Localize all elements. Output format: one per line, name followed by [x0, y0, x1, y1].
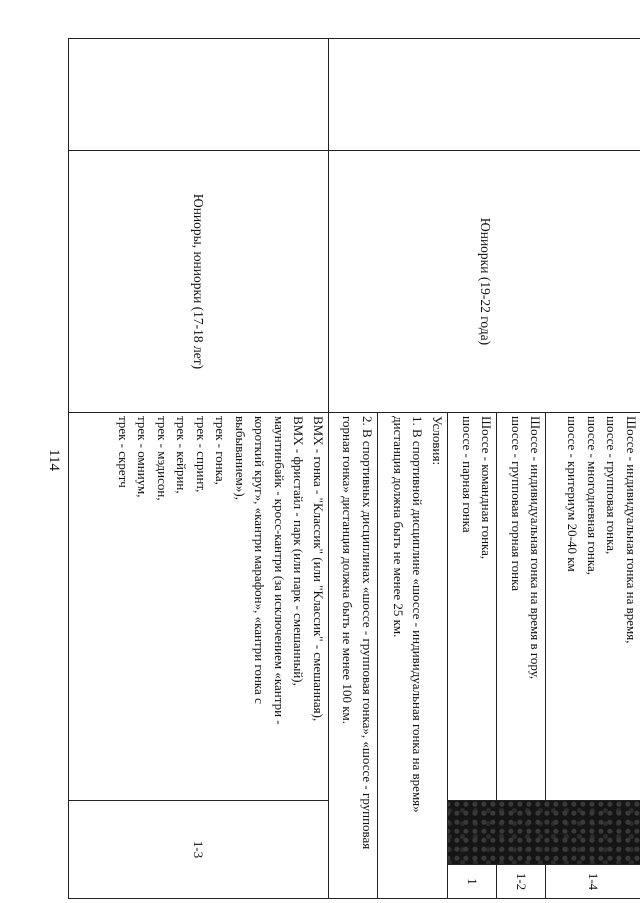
empty-cell — [328, 39, 640, 151]
discipline-line: Шоссе - командная гонка, — [479, 416, 495, 560]
conditions-line: дистанция должна быть не менее 25 км. — [390, 416, 406, 638]
discipline-line: выбыванием»), — [232, 416, 248, 500]
discipline-line: трек - гонка, — [213, 416, 229, 485]
redacted-block — [447, 801, 640, 865]
discipline-list — [69, 413, 329, 801]
discipline-line: шоссе - групповая горная гонка — [508, 416, 524, 591]
discipline-line: Шоссе - индивидуальная гонка на время, — [624, 416, 639, 644]
group-label: Юниоры, юниорки (17-18 лет) — [191, 193, 207, 370]
range-cell: 1-2 — [497, 865, 546, 899]
discipline-line: маунтинбайк - кросс-кантри (за исключением «кантри - — [271, 416, 287, 725]
conditions-line: горная гонка» дистанция должна быть не менее 100 км. — [340, 416, 356, 724]
discipline-line: BMX - гонка - "Классик" (или "Классик" - смешанная), — [310, 416, 326, 722]
range-cell: 1 — [447, 865, 496, 899]
discipline-line: трек - спринт, — [193, 416, 209, 493]
conditions-line: 1. В спортивной дисциплине «шоссе - индивидуальная гонка на время» — [410, 416, 426, 813]
discipline-line: BMX - фристайл - парк (или парк - смешанный), — [291, 416, 307, 686]
discipline-line: трек - омниум, — [135, 416, 151, 498]
discipline-line: шоссе - критериум 20-40 км — [565, 416, 581, 572]
discipline-line: шоссе - групповая гонка, — [604, 416, 620, 555]
discipline-line: шоссе - многодневная гонка, — [585, 416, 600, 575]
discipline-list — [546, 413, 640, 801]
discipline-line: трек - скретч — [115, 416, 131, 488]
conditions-cell — [328, 413, 377, 899]
discipline-line: шоссе - парная гонка — [459, 416, 475, 533]
table-row — [69, 39, 329, 899]
document-table-rotated — [68, 38, 640, 898]
range-cell: 1-4 — [546, 865, 640, 899]
empty-cell — [69, 39, 329, 151]
group-label: Юниорки (19-22 года) — [477, 217, 493, 346]
group-cell — [328, 151, 640, 413]
conditions-heading: Условия: — [429, 416, 445, 466]
page-number: 114 — [46, 449, 62, 471]
discipline-line: короткий круг», «кантри марафон», «кантри гонка с — [252, 416, 268, 704]
group-cell — [69, 151, 329, 413]
conditions-cell — [377, 413, 447, 899]
discipline-line: Шоссе - индивидуальная гонка на время в гору, — [528, 416, 544, 680]
discipline-line: трек - мэдисон, — [154, 416, 170, 501]
discipline-list — [497, 413, 546, 801]
discipline-line: трек - кейрин, — [174, 416, 190, 494]
range-cell: 1-3 — [69, 801, 329, 899]
sports-disciplines-table — [68, 38, 640, 899]
table-row — [546, 39, 640, 899]
discipline-list — [447, 413, 496, 801]
conditions-line: 2. В спортивных дисциплинах «шоссе - групповая гонка», «шоссе - групповая — [359, 416, 375, 850]
